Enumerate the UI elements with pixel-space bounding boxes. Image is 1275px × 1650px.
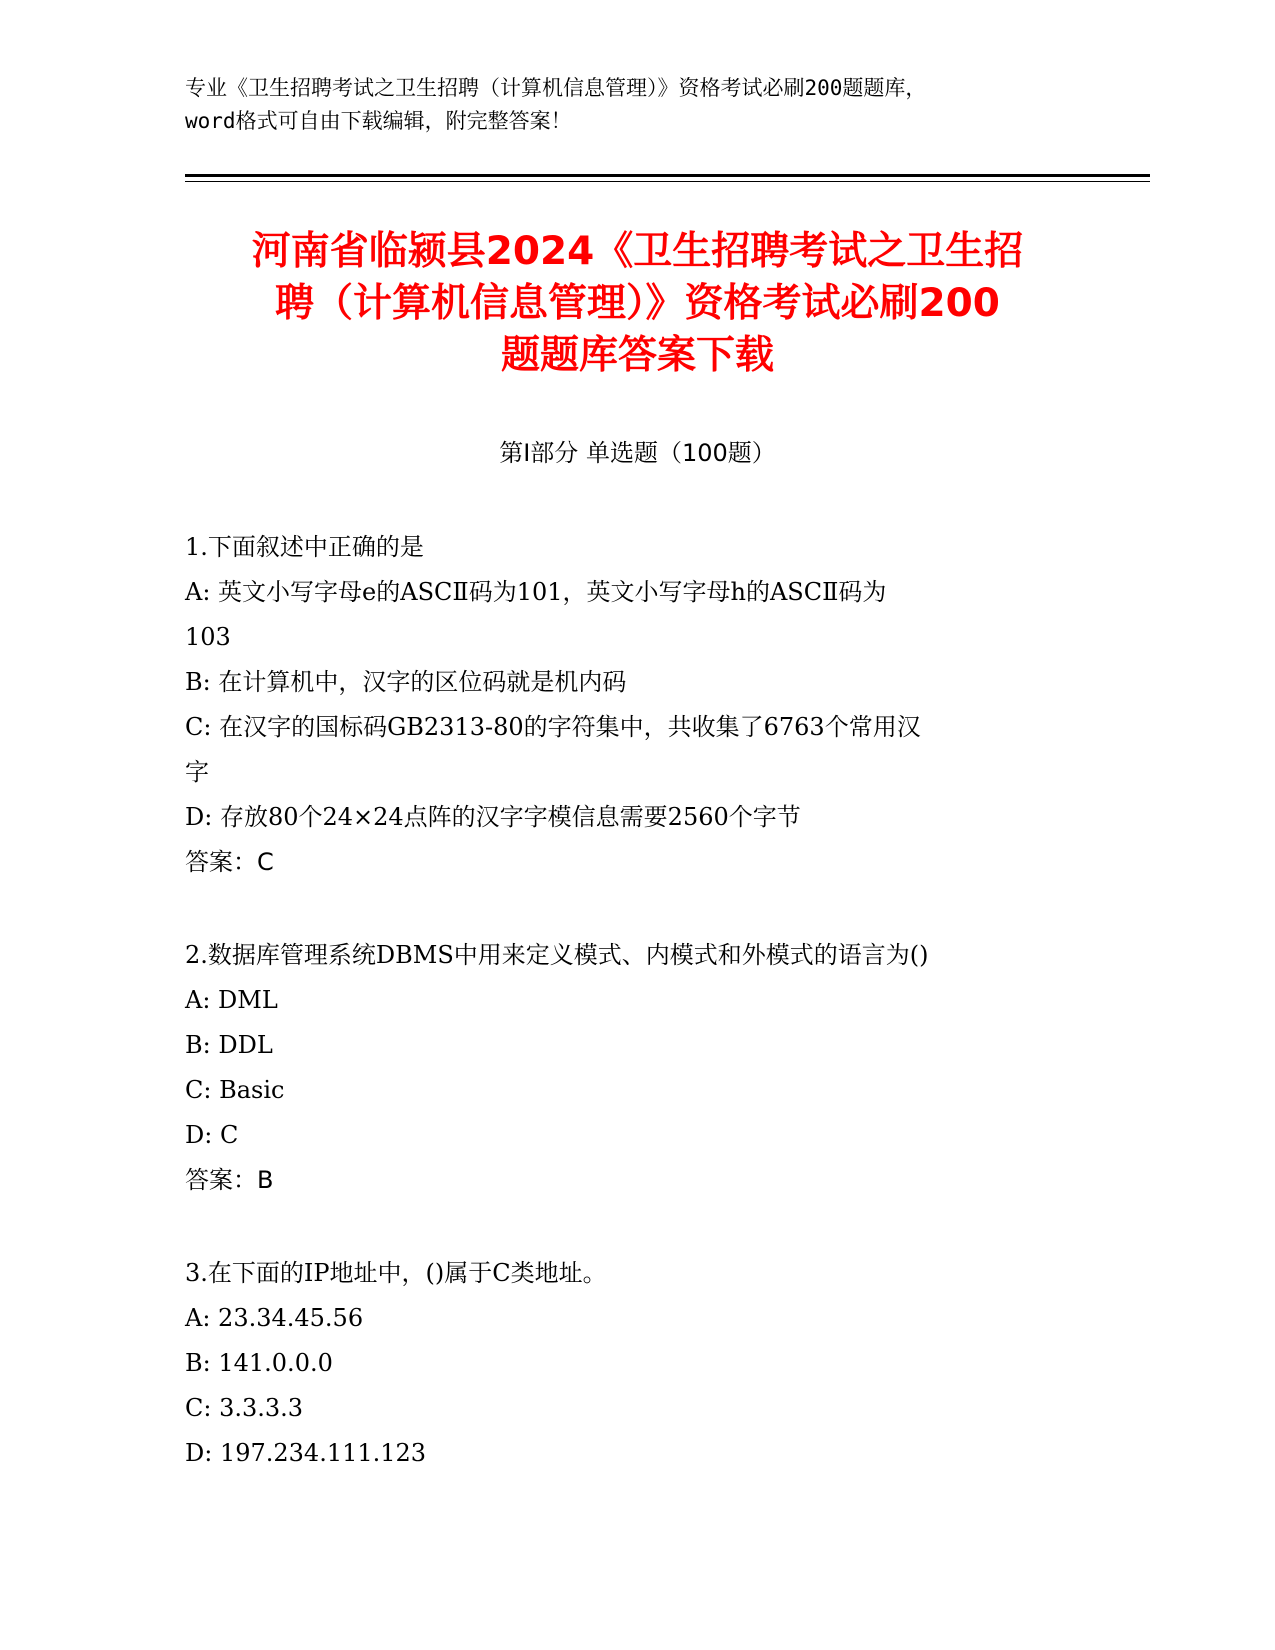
header-note: [185, 72, 1085, 138]
header-divider-thin: [185, 181, 1150, 182]
option-line: 103: [185, 623, 231, 651]
question-stem: 3.在下面的IP地址中，()属于C类地址。: [185, 1259, 607, 1287]
option-line: D: 197.234.111.123: [185, 1439, 427, 1467]
option-line: B: DDL: [185, 1031, 273, 1059]
option-line: 字: [185, 758, 209, 786]
question-1: [185, 525, 1085, 885]
option-line: C: 在汉字的国标码GB2313-80的字符集中，共收集了6763个常用汉: [185, 713, 921, 741]
document-title-line: 河南省临颍县2024《卫生招聘考试之卫生招: [251, 229, 1024, 274]
question-2: [185, 933, 1085, 1203]
option-line: B: 在计算机中，汉字的区位码就是机内码: [185, 668, 627, 696]
option-line: C: Basic: [185, 1076, 285, 1104]
header-note-line: 专业《卫生招聘考试之卫生招聘（计算机信息管理）》资格考试必刷200题题库，: [185, 76, 927, 100]
answer-line: 答案：C: [185, 848, 274, 876]
question-3: [185, 1251, 1085, 1476]
option-line: B: 141.0.0.0: [185, 1349, 333, 1377]
document-title-line: 题题库答案下载: [500, 333, 774, 378]
option-line: A: DML: [185, 986, 278, 1014]
answer-line: 答案：B: [185, 1166, 274, 1194]
option-line: C: 3.3.3.3: [185, 1394, 304, 1422]
question-stem: 1.下面叙述中正确的是: [185, 533, 424, 561]
question-stem: 2.数据库管理系统DBMS中用来定义模式、内模式和外模式的语言为(): [185, 941, 929, 969]
document-title: [175, 226, 1100, 382]
option-line: D: 存放80个24×24点阵的汉字字模信息需要2560个字节: [185, 803, 801, 831]
option-line: A: 英文小写字母e的ASCⅡ码为101，英文小写字母h的ASCⅡ码为: [185, 578, 887, 606]
option-line: D: C: [185, 1121, 239, 1149]
document-title-line: 聘（计算机信息管理）》资格考试必刷200: [275, 281, 1000, 326]
header-note-line: word格式可自由下载编辑，附完整答案！: [185, 109, 572, 133]
section-heading: 第Ⅰ部分 单选题（100题）: [499, 439, 776, 467]
option-line: A: 23.34.45.56: [185, 1304, 364, 1332]
header-divider-thick: [185, 174, 1150, 177]
